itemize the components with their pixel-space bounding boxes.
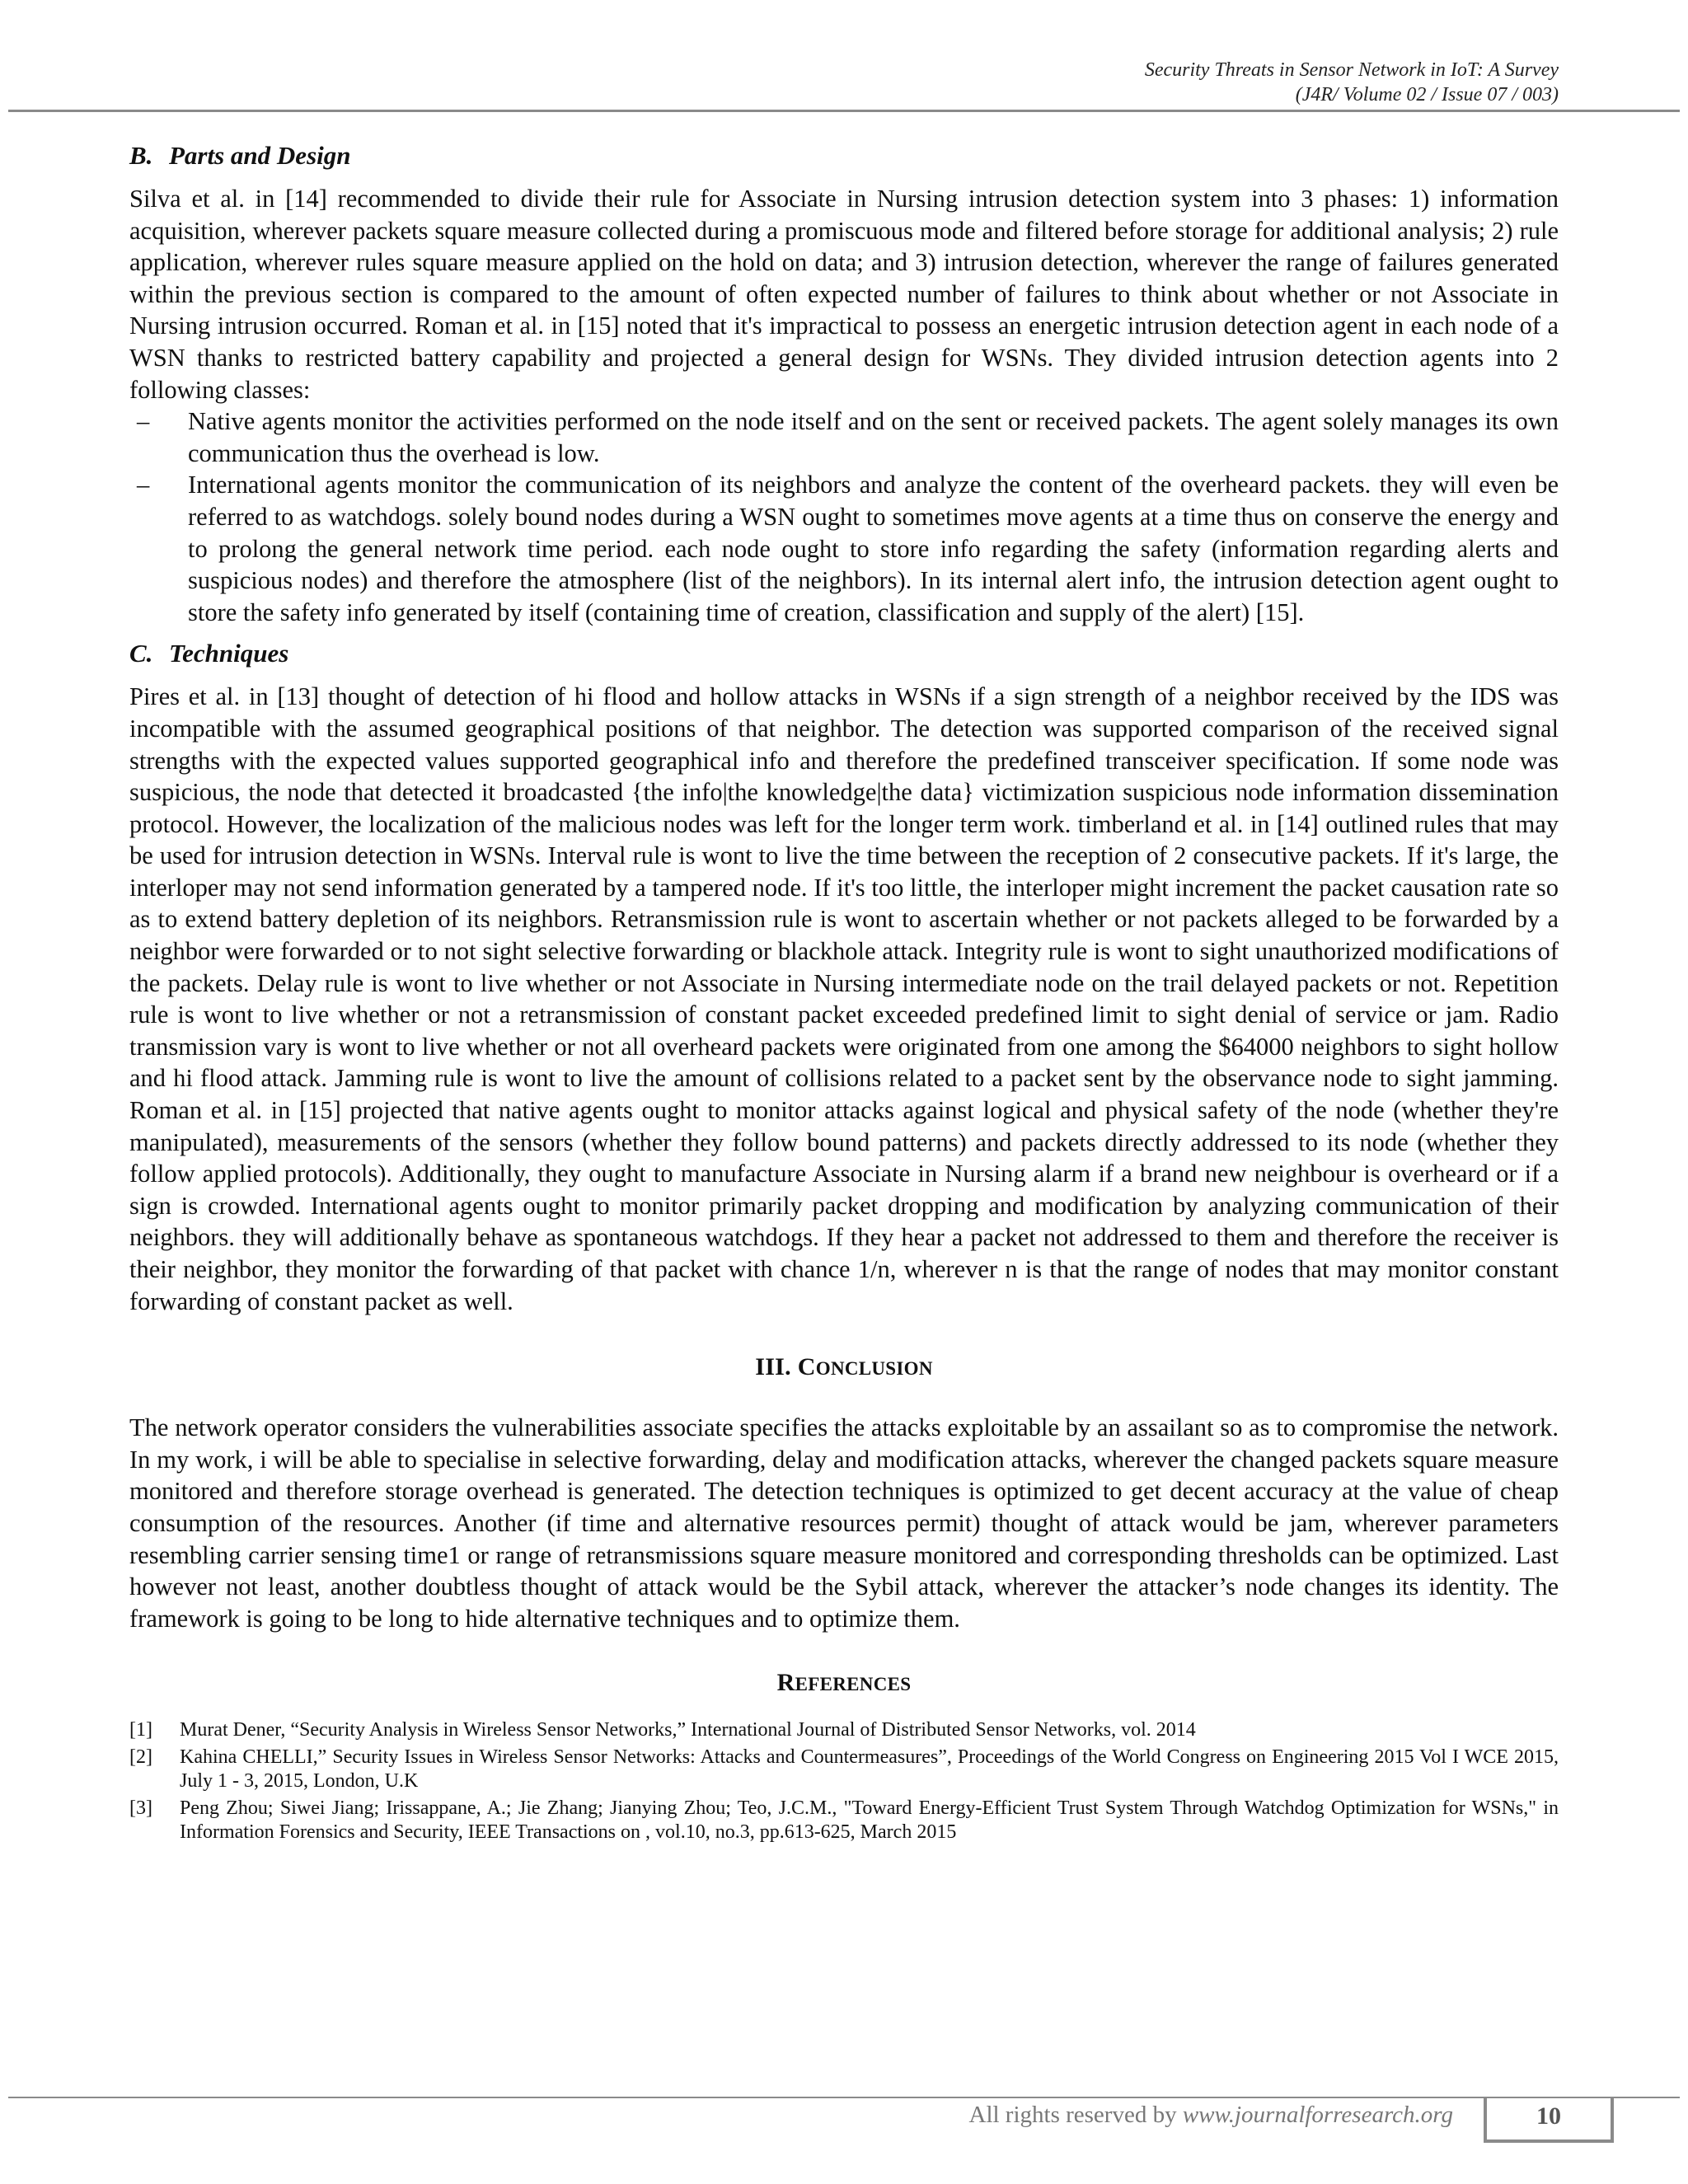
agent-class-list [129, 405, 1559, 628]
section-b-letter: B. [129, 141, 153, 170]
section-b-heading [129, 140, 1559, 171]
list-item: – Native agents monitor the activities performed on the node itself and on the sent or received packets. The agent solely manages its own communication thus the overhead is low. [188, 405, 1559, 469]
reference-number: [3] [129, 1797, 152, 1820]
reference-text: Kahina CHELLI,” Security Issues in Wireless Sensor Networks: Attacks and Countermeasures”, Proceedings of the World Congress on Engineering 2015 Vol I WCE 2015, July 1 - 3, 2015, London, U.K [180, 1746, 1559, 1793]
reference-list [129, 1718, 1559, 1844]
reference-text: Murat Dener, “Security Analysis in Wireless Sensor Networks,” International Journal of Distributed Sensor Networks, vol. 2014 [180, 1719, 1196, 1741]
page-body [129, 140, 1559, 1848]
reference-item [129, 1746, 1559, 1793]
section-b-title: Parts and Design [169, 141, 351, 170]
references-title-rest: EFERENCES [795, 1674, 912, 1695]
reference-item [129, 1797, 1559, 1844]
header-rule [8, 110, 1680, 112]
reference-number: [1] [129, 1719, 152, 1741]
reference-text: Peng Zhou; Siwei Jiang; Irissappane, A.; Jie Zhang; Jianying Zhou; Teo, J.C.M., "Toward Energy-Efficient Trust System Through Watchdog Optimization for WSNs," in Information Forensics and Security, IEEE Transactions on , vol.10, no.3, pp.613-625, March 2015 [180, 1797, 1559, 1844]
reference-number: [2] [129, 1746, 152, 1769]
header-issue: (J4R/ Volume 02 / Issue 07 / 003) [1295, 84, 1559, 105]
section-c-heading [129, 638, 1559, 669]
footer-rights [969, 2100, 1454, 2130]
references-heading [129, 1667, 1559, 1700]
header-title: Security Threats in Sensor Network in IoT: A Survey [1144, 59, 1559, 81]
section-c-paragraph: Pires et al. in [13] thought of detection of hi flood and hollow attacks in WSNs if a sign strength of a neighbor received by the IDS was incompatible with the assumed geographical positions of that neighbor. The detection was supported comparison of the received signal strengths with the expected values supported geographical info and therefore the predefined transceiver specification. If some node was suspicious, the node that detected it broadcasted {the info|the knowledge|the data} victimization suspicious node information dissemination protocol. However, the localization of the malicious nodes was left for the longer term work. timberland et al. in [14] outlined rules that may be used for intrusion detection in WSNs. Interval rule is wont to live the time between the reception of 2 consecutive packets. If it's large, the interloper may not send information generated by a tampered node. If it's too little, the interloper might increment the packet causation rate so as to extend battery depletion of its neighbors. Retransmission rule is wont to ascertain whether or not packets alleged to be forwarded by a neighbor were forwarded or to not sight selective forwarding or blackhole attack. Integrity rule is wont to sight unauthorized modifications of the packets. Delay rule is wont to live whether or not Associate in Nursing intermediate node on the trail delayed packets or not. Repetition rule is wont to live whether or not a retransmission of constant packet exceeded predefined limit to sight denial of service or jam. Radio transmission vary is wont to live whether or not all overheard packets were originated from one among the $64000 neighbors to sight hollow and hi flood attack. Jamming rule is wont to live the amount of collisions related to a packet sent by the observance node to sight jamming. Roman et al. in [15] projected that native agents ought to monitor attacks against logical and physical safety of the node (whether they're manipulated), measurements of the sensors (whether they follow bound patterns) and packets directly addressed to its node (whether they follow applied protocols). Additionally, they ought to manufacture Associate in Nursing alarm if a brand new neighbour is overheard or if a sign is crowded. International agents ought to monitor primarily packet dropping and modification by analyzing communication of their neighbors. they will additionally behave as spontaneous watchdogs. If they hear a packet not addressed to them and therefore the receiver is their neighbor, they monitor the forwarding of that packet with chance 1/n, wherever n is that the range of nodes that may monitor constant forwarding of constant packet as well. [129, 682, 1559, 1315]
list-item: – International agents monitor the communication of its neighbors and analyze the content of the overheard packets. they will even be referred to as watchdogs. solely bound nodes during a WSN ought to sometimes move agents at a time thus on conserve the energy and to prolong the general network time period. each node ought to store info regarding the safety (information regarding alerts and suspicious nodes) and therefore the atmosphere (list of the neighbors). In its internal alert info, the intrusion detection agent ought to store the safety info generated by itself (containing time of creation, classification and supply of the alert) [15]. [188, 469, 1559, 628]
running-header [1145, 58, 1559, 107]
page-number: 10 [1484, 2097, 1614, 2143]
section-b-paragraph: Silva et al. in [14] recommended to divide their rule for Associate in Nursing intrusion detection system into 3 phases: 1) information acquisition, wherever packets square measure collected during a promiscuous mode and filtered before storage for additional analysis; 2) rule application, wherever rules square measure applied on the hold on data; and 3) intrusion detection, wherever the range of failures generated within the previous section is compared to the amount of often expected number of failures to think about whether or not Associate in Nursing intrusion occurred. Roman et al. in [15] noted that it's impractical to possess an energetic intrusion detection agent in each node of a WSN thanks to restricted battery capability and projected a general design for WSNs. They divided intrusion detection agents into 2 following classes: [129, 185, 1559, 404]
conclusion-number: III. [755, 1353, 791, 1381]
conclusion-title-rest: ONCLUSION [815, 1358, 933, 1380]
footer-rule [8, 2097, 1680, 2098]
footer-rule-tail [1614, 2097, 1680, 2098]
section-c-title: Techniques [169, 639, 289, 668]
footer-url[interactable]: www.journalforresearch.org [1182, 2102, 1453, 2128]
references-title-initial: R [776, 1669, 795, 1697]
conclusion-title-initial: C [797, 1353, 816, 1381]
conclusion-heading [129, 1352, 1559, 1385]
conclusion-paragraph: The network operator considers the vulnerabilities associate specifies the attacks exploitable by an assailant so as to compromise the network. In my work, i will be able to specialise in selective forwarding, delay and modification attacks, wherever the changed packets square measure monitored and therefore storage overhead is generated. The detection techniques is optimized to get decent accuracy at the value of cheap consumption of the resources. Another (if time and alternative resources permit) thought of attack would be jam, wherever parameters resembling carrier sensing time1 or range of retransmissions square measure monitored and corresponding thresholds can be optimized. Last however not least, another doubtless thought of attack would be the Sybil attack, wherever the attacker’s node changes its identity. The framework is going to be long to hide alternative techniques and to optimize them. [129, 1413, 1559, 1633]
reference-item [129, 1718, 1559, 1742]
section-c-letter: C. [129, 639, 153, 668]
footer-rights-label: All rights reserved by [968, 2102, 1177, 2128]
